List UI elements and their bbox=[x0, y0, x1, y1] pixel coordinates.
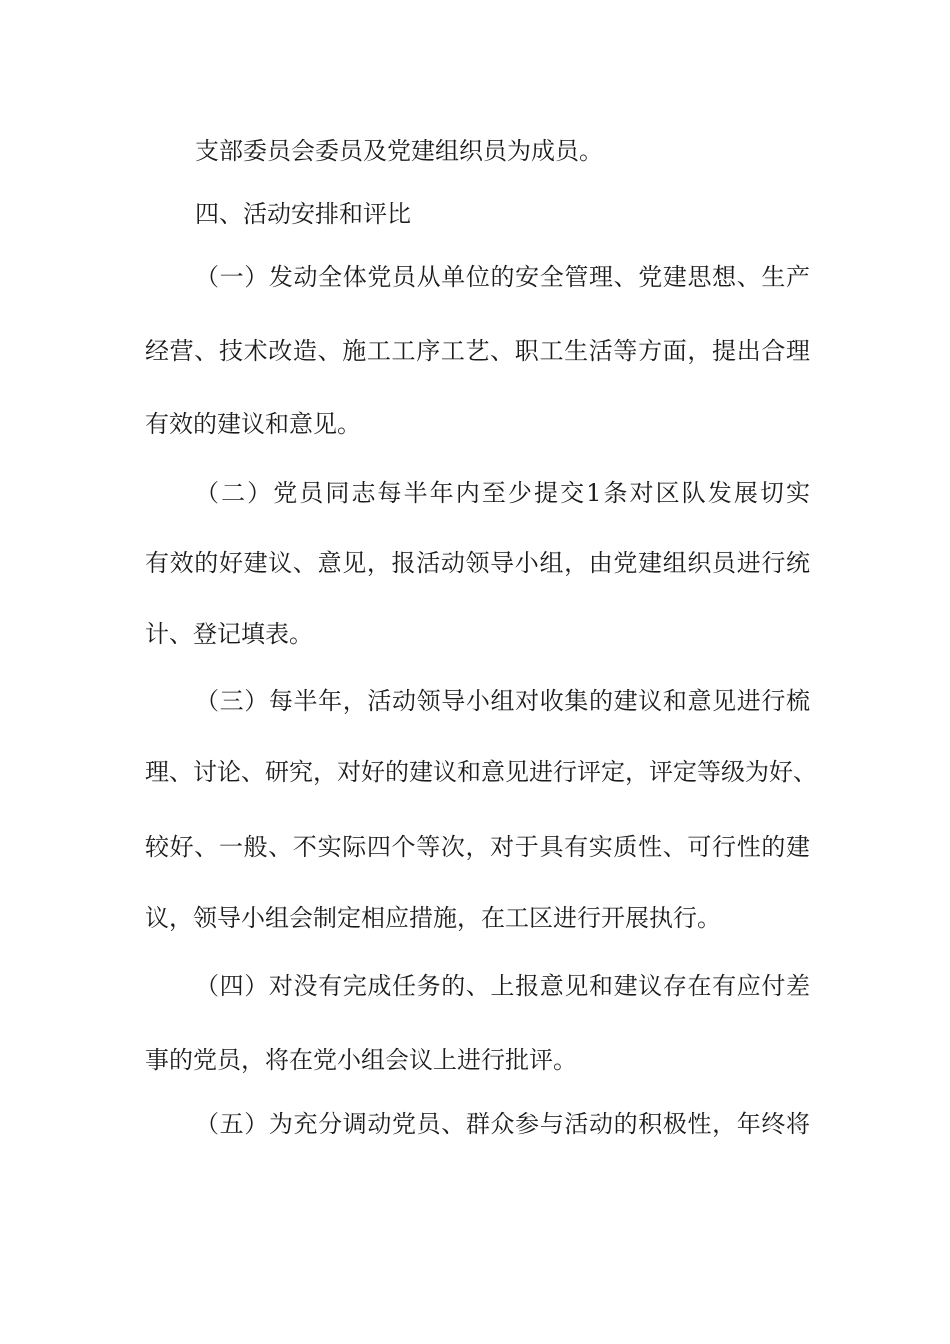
text-line-13: （四）对没有完成任务的、上报意见和建议存在有应付差 bbox=[195, 972, 810, 1000]
text-line-14: 事的党员，将在党小组会议上进行批评。 bbox=[145, 1046, 577, 1074]
text-line-6: （二）党员同志每半年内至少提交1条对区队发展切实 bbox=[195, 479, 810, 507]
text-line-11: 较好、一般、不实际四个等次，对于具有实质性、可行性的建 bbox=[145, 833, 810, 861]
text-line-12: 议，领导小组会制定相应措施，在工区进行开展执行。 bbox=[145, 904, 721, 932]
text-line-4: 经营、技术改造、施工工序工艺、职工生活等方面，提出合理 bbox=[145, 337, 810, 365]
text-line-8: 计、登记填表。 bbox=[145, 620, 313, 648]
text-line-15: （五）为充分调动党员、群众参与活动的积极性，年终将 bbox=[195, 1110, 810, 1138]
text-line-10: 理、讨论、研究，对好的建议和意见进行评定，评定等级为好、 bbox=[145, 758, 817, 786]
text-line-3: （一）发动全体党员从单位的安全管理、党建思想、生产 bbox=[195, 263, 810, 291]
text-line-7: 有效的好建议、意见，报活动领导小组，由党建组织员进行统 bbox=[145, 549, 810, 577]
text-line-9: （三）每半年，活动领导小组对收集的建议和意见进行梳 bbox=[195, 687, 810, 715]
section-heading: 四、活动安排和评比 bbox=[195, 200, 411, 228]
text-line-1: 支部委员会委员及党建组织员为成员。 bbox=[195, 137, 603, 165]
text-line-5: 有效的建议和意见。 bbox=[145, 410, 361, 438]
